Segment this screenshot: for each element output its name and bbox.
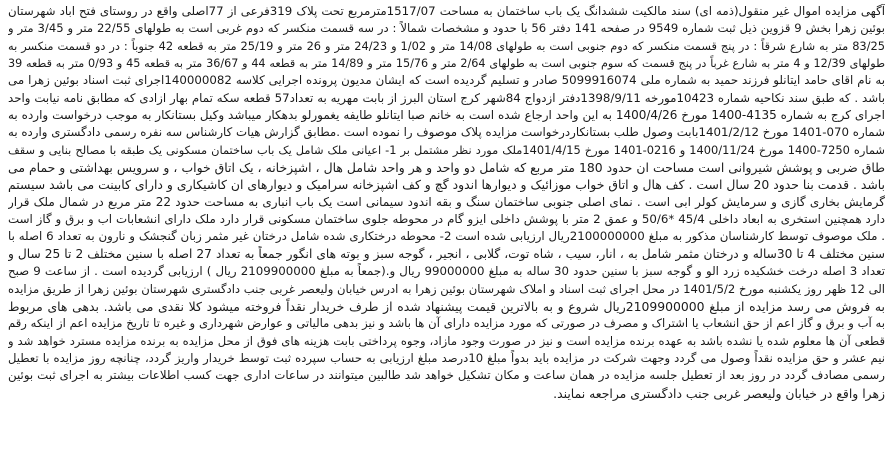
notice-line: باشد . که طبق سند نکاحیه شماره 10423مورخه 1398/9/11دفتر ازدواج 84شهر کرج استان البرز از بابت مهریه به تعداد57 قطعه سکه تمام بهار ازادی که مطابق نامه نیابت واحد [8, 90, 885, 105]
notice-line: سنین مختلف 4 تا 30ساله و درختان مثمر شامل به ، انار، سیب ، شاه توت، گلابی ، انجیر ، گوجه سبز و بوته های انگور جمعاً به تعداد 27 اصله با سنین مختلف 2 تا 25 سال و [8, 246, 885, 261]
notice-line: . ملک موصوف توسط کارشناسان مذکور به مبلغ 2100000000ریال ارزیابی شده است 2- محوطه درختکاری شده شامل درختان غیر مثمر زبان گنجشک و نارون به تعداد 6 اصله با [8, 229, 885, 244]
notice-line: طولهای 12/39 و 4 متر به شارع غرباً در پنج قسمت که سوم جنوبی است به طولهای 2/64 متر و 15/76 متر و 14/89 متر به قطعه 44 و 36/67 متر به قطعه 45 و 0/93 متر به قطعه 39 [8, 57, 885, 71]
notice-line: طاق ضربی و پوشش شیروانی است مساحت ان حدود 180 متر مربع که شامل دو واحد و هر واحد شامل هال ، اشپزخانه ، یک اتاق خواب ، و سرویس بهداشتی و حمام می [8, 160, 885, 176]
notice-line: نیم عشر و حق مزایده نقداً وصول می گردد وجهت شرکت در مزایده باید بدواً مبلغ 10درصد مبلغ ارزیابی به حساب سپرده ثبت توسط خریدار واریز گردد، چنانچه روز مزایده با تعطیل [8, 350, 885, 365]
notice-line: آگهی مزایده اموال غیر منقول(ذمه ای) سند مالکیت ششدانگ یک باب ساختمان به مساحت 1517/07مترمربع تحت پلاک 319فرعی از 77اصلی واقع در روستای فتح اباد شهرستان [8, 4, 885, 18]
notice-line: گرمایش بخاری گازی و سرمایش کولر ابی است . نمای اصلی جنوبی ساختمان سنگ و بقه اندود سیمانی است یک باب انباری به مساحت حدود 22 متر مربع در شمال ملک قرار [8, 194, 885, 209]
notice-line: بوئین زهرا بخش 9 قزوین ذیل ثبت شماره 9549 در صفحه 141 دفتر 56 با حدود و مشخصات شمالاً : در سه قسمت منکسر که دوم غربی است به طولهای 22/55 متر و 3/45 متر و [8, 21, 885, 36]
notice-line: به آب و برق و گاز اعم از حق انشعاب یا اشتراک و مصرف در صورتی که مورد مزایده دارای آن ها باشد و نیز بدهی مالیاتی و عوارض شهرداری و غیره تا تاریخ مزایده اعم از اینکه رقم [8, 316, 885, 331]
notice-line: الی 12 ظهر روز یکشنبه مورخ 1401/5/2 در محل اجرای ثبت اسناد و املاک شهرستان بوئین زهرا به ادرس خیابان ولیعصر غربی جنب دادگستری شهرستان بوئین زهرا از طریق مزایده [8, 281, 885, 296]
notice-line: 83/25 متر به شارع شرقاً : در پنج قسمت منکسر که دوم جنوبی است به طولهای 14/08 متر و 1/02 و 24/23 متر و 26 متر و 25/19 متر به قطعه 42 جنوباً : در دو قسمت منکسر به [8, 38, 885, 53]
notice-line: شماره 7250-1400 مورخ 1400/11/24 و 0216-1401 مورخ 1401/4/15ملک مورد نظر مشتمل بر 1- اعیانی ملک شامل یک باب ساختمان مسکونی یک طبقه با مصالح بنایی و سقف [8, 142, 885, 157]
notice-line: باشد . قدمت بنا حدود 20 سال است . کف هال و اتاق خواب موزائیک و دیوارها اندود گچ و کف اشپزخانه سرامیک و دیوارهای ان کاشیکاری و دارای کابینت می باشد سیستم [8, 177, 885, 193]
notice-line: دارد همچنین استخری به ابعاد داخلی 45/4 *50/6 و عمق 2 متر با پوشش داخلی ایزو گام در محوطه جلوی ساختمان مسکونی قرار دارد ملک دارای انشعابات اب و برق و گاز است [8, 212, 885, 227]
notice-line: به نام اقای حامد ایتانلو فرزند حمید به شماره ملی 5099916074 صادر و تسلیم گردیده است که ایشان مدیون پرونده اجرایی کلاسه 140000082اجرای ثبت اسناد بوئین زهرا می [8, 73, 885, 88]
notice-line: اجرای کرج به شماره 4135-1400 مورخ 1400/4/26 به این واحد ارجاع شده است به خانم صبا ایتانلو طایفه یغمورلو بدهکار میباشد وکیل بستانکار به موجب درخواست وارده به [8, 108, 885, 123]
notice-line: به فروش می رسد مزایده از مبلغ 2109900000ریال شروع و به بالاترین قیمت پیشنهاد شده از طرف خریدار نقداً فروخته میشود کلا نقدی می باشد. بدهی های مربوط [8, 298, 885, 314]
notice-line: قطعی آن ها معلوم شده یا نشده باشد به عهده برنده مزایده است و نیز در صورت وجود مازاد، وجوه پرداختی بابت هزینه های فوق از محل مزایده به برنده مزایده مسترد خواهد شد و [8, 333, 885, 348]
notice-line: رسمی مصادف گردد در روز بعد از تعطیل جلسه مزایده در همان ساعت و مکان تشکیل خواهد شد طالبین میتوانند در ساعات اداری جهت کسب اطلاعات بیشتر به اجرای ثبت بوئین [8, 368, 885, 383]
notice-line: تعداد 3 اصله درخت خشکیده زرد الو و گوجه سبز با سنین حدود 30 ساله به مبلغ 99000000 ریال و.(جمعاً به مبلغ 2109900000 ریال ) ارزیابی گردیده است . از ساعت 9 صبح [8, 264, 885, 279]
notice-line: زهرا واقع در خیابان ولیعصر غربی جنب دادگستری مراجعه نمایند. [553, 385, 885, 401]
notice-line: شماره 070-1401 مورخ 1401/2/12بابت وصول طلب بستانکاردرخواست مزایده پلاک موصوف را نموده است .مطابق گزارش هیات کارشناس سه نفره رسمی دادگستری وارده به [8, 125, 885, 140]
